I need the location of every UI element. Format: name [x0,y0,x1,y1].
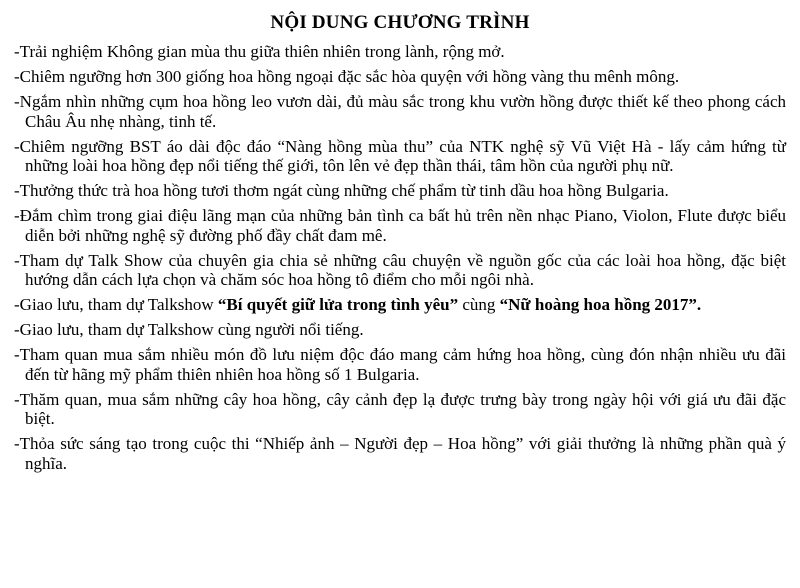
list-item: -Chiêm ngưỡng hơn 300 giống hoa hồng ngoại đặc sắc hòa quyện với hồng vàng thu mênh mông. [14,67,680,86]
list-item: -Thỏa sức sáng tạo trong cuộc thi “Nhiếp ảnh – Người đẹp – Hoa hồng” với giải thưởng là những phần quà ý nghĩa. [14,434,786,473]
list-item: -Ngắm nhìn những cụm hoa hồng leo vươn dài, đủ màu sắc trong khu vườn hồng được thiết kế theo phong cách Châu Âu nhẹ nhàng, tinh tế. [14,92,786,131]
list-item: -Trải nghiệm Không gian mùa thu giữa thiên nhiên trong lành, rộng mở. [14,42,505,61]
list-item: -Thăm quan, mua sắm những cây hoa hồng, cây cảnh đẹp lạ được trưng bày trong ngày hội với giá ưu đãi đặc biệt. [14,389,786,428]
talkshow-title: “Bí quyết giữ lửa trong tình yêu” [217,295,459,314]
list-item: -Tham quan mua sắm nhiều món đồ lưu niệm độc đáo mang cảm hứng hoa hồng, cùng đón nhận nhiều ưu đãi đến từ hãng mỹ phẩm thiên nhiên hoa hồng số 1 Bulgaria. [14,345,786,384]
talkshow-prefix: -Giao lưu, tham dự Talkshow [14,295,218,314]
list-item: -Chiêm ngưỡng BST áo dài độc đáo “Nàng hồng mùa thu” của NTK nghệ sỹ Vũ Việt Hà - lấy cảm hứng từ những loài hoa hồng đẹp nổi tiếng thế giới, tôn lên vẻ đẹp thần thái, tâm hồn của người phụ nữ. [14,136,786,175]
list-item: -Thưởng thức trà hoa hồng tươi thơm ngát cùng những chế phẩm từ tinh dầu hoa hồng Bulgaria. [14,181,669,200]
list-item-talkshow [14,295,786,315]
list-item: -Giao lưu, tham dự Talkshow cùng người nổi tiếng. [14,320,364,339]
document-title: NỘI DUNG CHƯƠNG TRÌNH [270,12,530,33]
talkshow-middle: cùng [458,295,500,314]
list-item: -Tham dự Talk Show của chuyên gia chia sẻ những câu chuyện về nguồn gốc của các loài hoa hồng, đặc biệt hướng dẫn cách lựa chọn và chăm sóc hoa hồng tô điểm cho mỗi ngôi nhà. [14,250,786,289]
talkshow-guest: “Nữ hoàng hoa hồng 2017”. [499,295,702,314]
list-item: -Đắm chìm trong giai điệu lãng mạn của những bản tình ca bất hủ trên nền nhạc Piano, Violon, Flute được biểu diễn bởi những nghệ sỹ đường phố đầy chất đam mê. [14,206,786,245]
program-list [14,42,786,473]
